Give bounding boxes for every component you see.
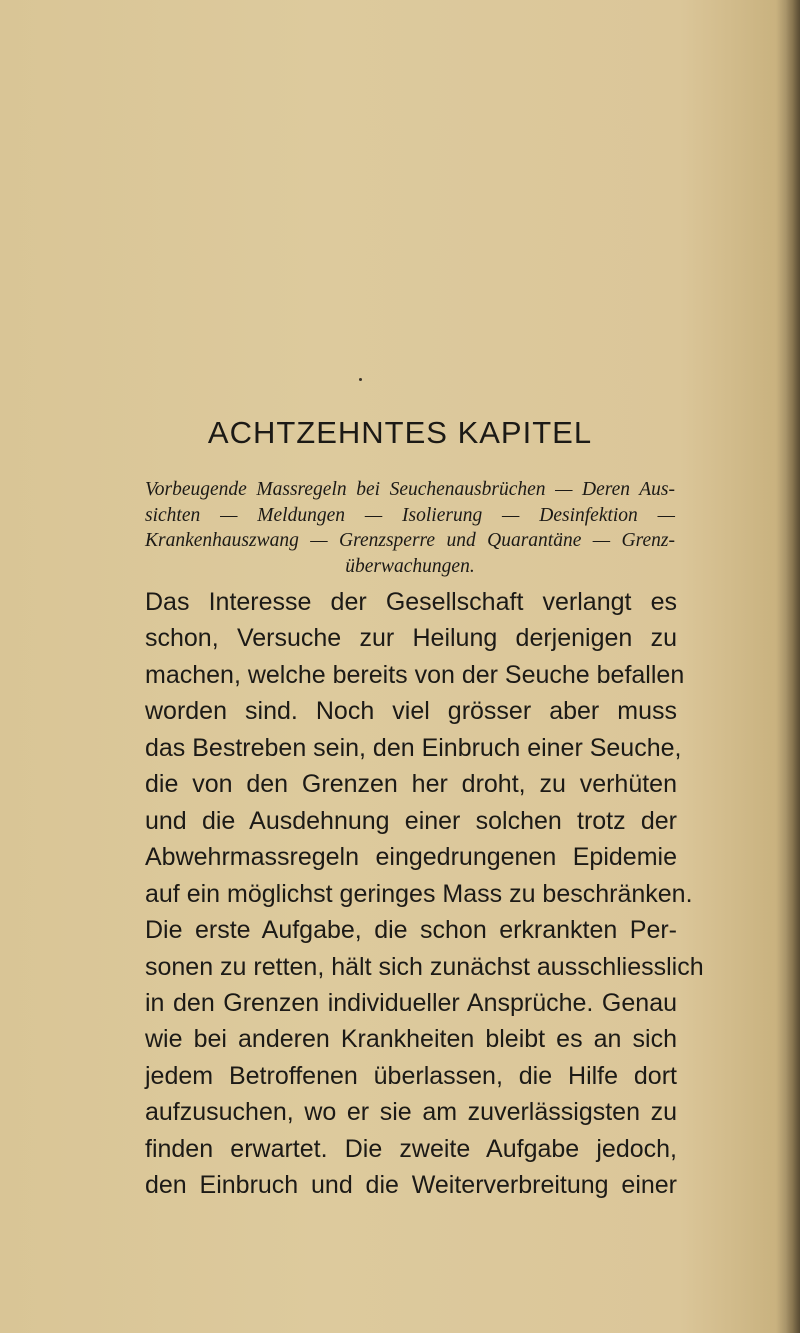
body-line: machen, welche bereits von der Seuche befallen xyxy=(145,660,685,689)
paper-speck xyxy=(359,378,362,381)
summary-line: Krankenhauszwang — Grenzsperre und Quarantäne — Grenz- xyxy=(145,530,675,551)
body-line: die von den Grenzen her droht, zu verhüten xyxy=(145,770,677,799)
body-line: Abwehrmassregeln eingedrungenen Epidemie xyxy=(145,843,677,872)
chapter-title: ACHTZEHNTES KAPITEL xyxy=(207,415,593,450)
summary-line: überwachungen. xyxy=(345,555,475,577)
body-line: auf ein möglichst geringes Mass zu beschränken. xyxy=(145,879,693,908)
summary-line: sichten — Meldungen — Isolierung — Desinfektion — xyxy=(145,504,675,526)
body-line: Das Interesse der Gesellschaft verlangt es xyxy=(145,588,677,616)
body-line: sonen zu retten, hält sich zunächst ausschliesslich xyxy=(145,952,704,981)
body-line: und die Ausdehnung einer solchen trotz der xyxy=(145,806,677,835)
page-edge-shadow xyxy=(786,0,800,1333)
body-line: schon, Versuche zur Heilung derjenigen zu xyxy=(145,624,677,653)
summary-line: Vorbeugende Massregeln bei Seuchenausbrüchen — Deren Aus- xyxy=(145,479,675,500)
body-line: worden sind. Noch viel grösser aber muss xyxy=(145,697,677,726)
body-line: wie bei anderen Krankheiten bleibt es an sich xyxy=(145,1025,677,1054)
body-line: das Bestreben sein, den Einbruch einer Seuche, xyxy=(145,733,682,762)
body-line: den Einbruch und die Weiterverbreitung einer xyxy=(145,1171,677,1200)
body-paragraph xyxy=(145,584,704,1204)
body-line: jedem Betroffenen überlassen, die Hilfe dort xyxy=(145,1061,677,1090)
body-line: aufzusuchen, wo er sie am zuverlässigsten zu xyxy=(145,1098,677,1127)
chapter-summary xyxy=(145,477,675,579)
body-line: in den Grenzen individueller Ansprüche. Genau xyxy=(145,988,677,1017)
body-line: finden erwartet. Die zweite Aufgabe jedoch, xyxy=(145,1134,677,1163)
body-line: Die erste Aufgabe, die schon erkrankten Per- xyxy=(145,916,677,945)
